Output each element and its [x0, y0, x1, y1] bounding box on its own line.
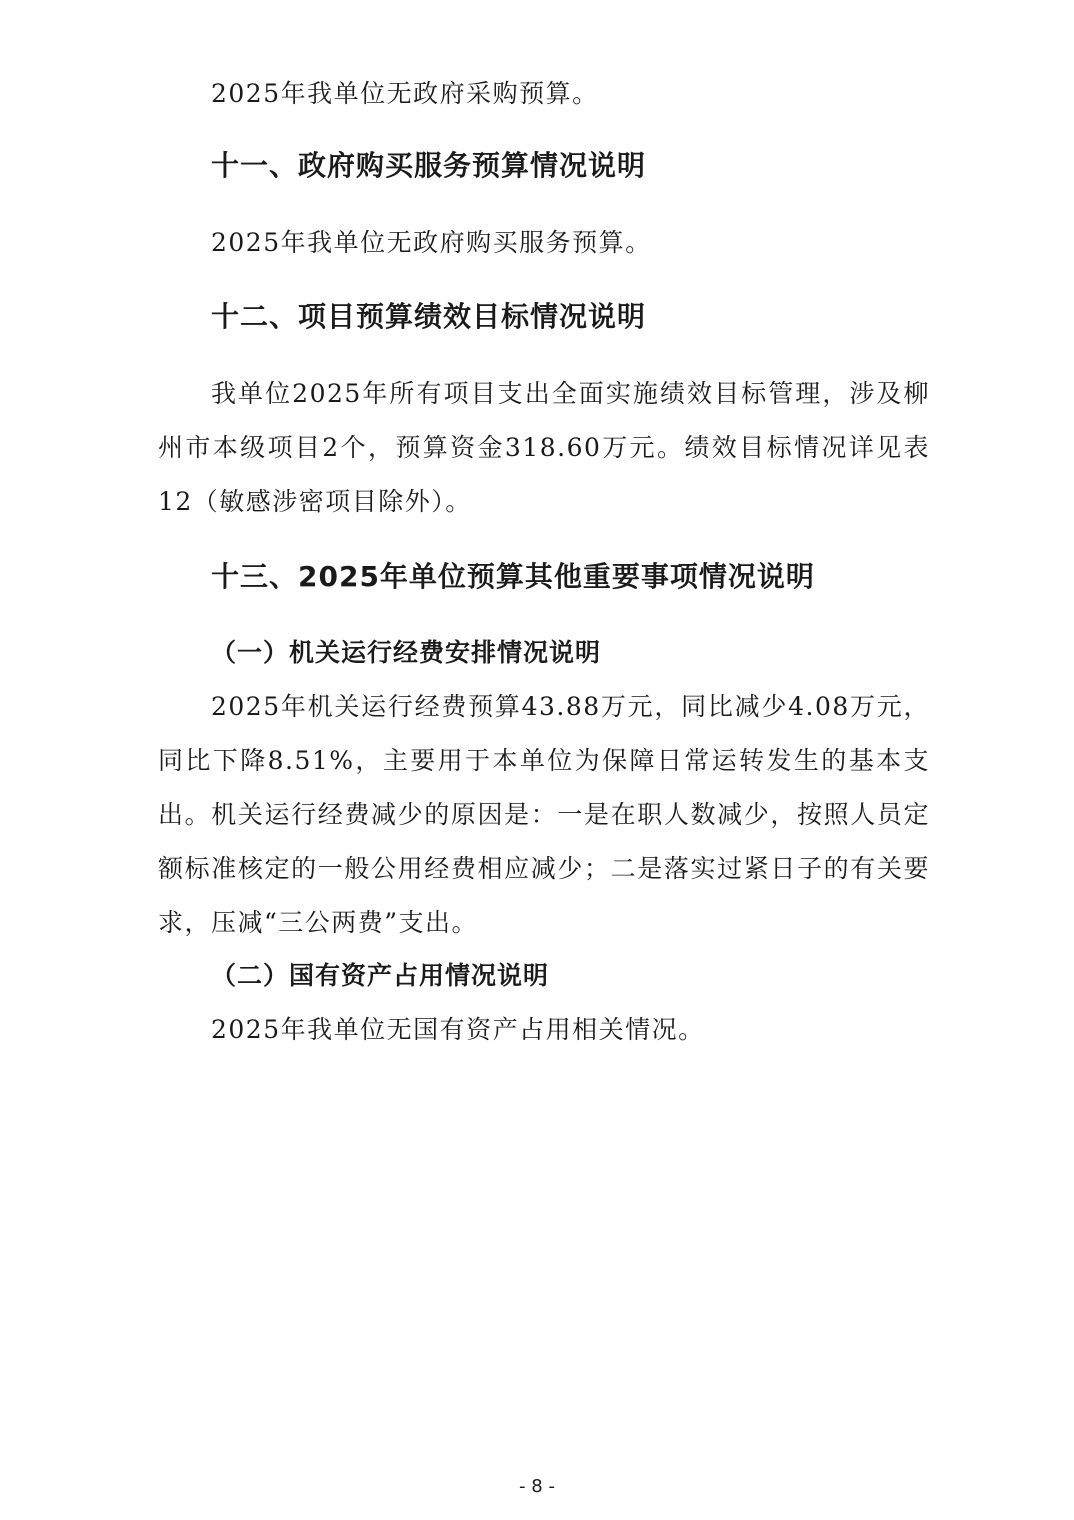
- paragraph-performance: 我单位2025年所有项目支出全面实施绩效目标管理，涉及柳州市本级项目2个，预算资金318.60万元。绩效目标情况详见表12（敏感涉密项目除外）。: [158, 379, 930, 516]
- heading-sub-1: （一）机关运行经费安排情况说明: [211, 638, 602, 667]
- paragraph-purchase-services: 2025年我单位无政府购买服务预算。: [211, 228, 652, 257]
- paragraph-procurement: 2025年我单位无政府采购预算。: [211, 79, 599, 108]
- heading-section-13: 十三、2025年单位预算其他重要事项情况说明: [211, 560, 815, 593]
- heading-section-12: 十二、项目预算绩效目标情况说明: [211, 300, 647, 333]
- paragraph-operating-costs: 2025年机关运行经费预算43.88万元，同比减少4.08万元，同比下降8.51%，主要用于本单位为保障日常运转发生的基本支出。机关运行经费减少的原因是：一是在职人数减少，按照人员定额标准核定的一般公用经费相应减少；二是落实过紧日子的有关要求，压减“三公两费”支出。: [158, 692, 930, 937]
- heading-sub-2: （二）国有资产占用情况说明: [211, 961, 550, 990]
- heading-section-11: 十一、政府购买服务预算情况说明: [211, 149, 647, 182]
- page-number: - 8 -: [519, 1476, 555, 1497]
- paragraph-state-assets: 2025年我单位无国有资产占用相关情况。: [211, 1015, 705, 1044]
